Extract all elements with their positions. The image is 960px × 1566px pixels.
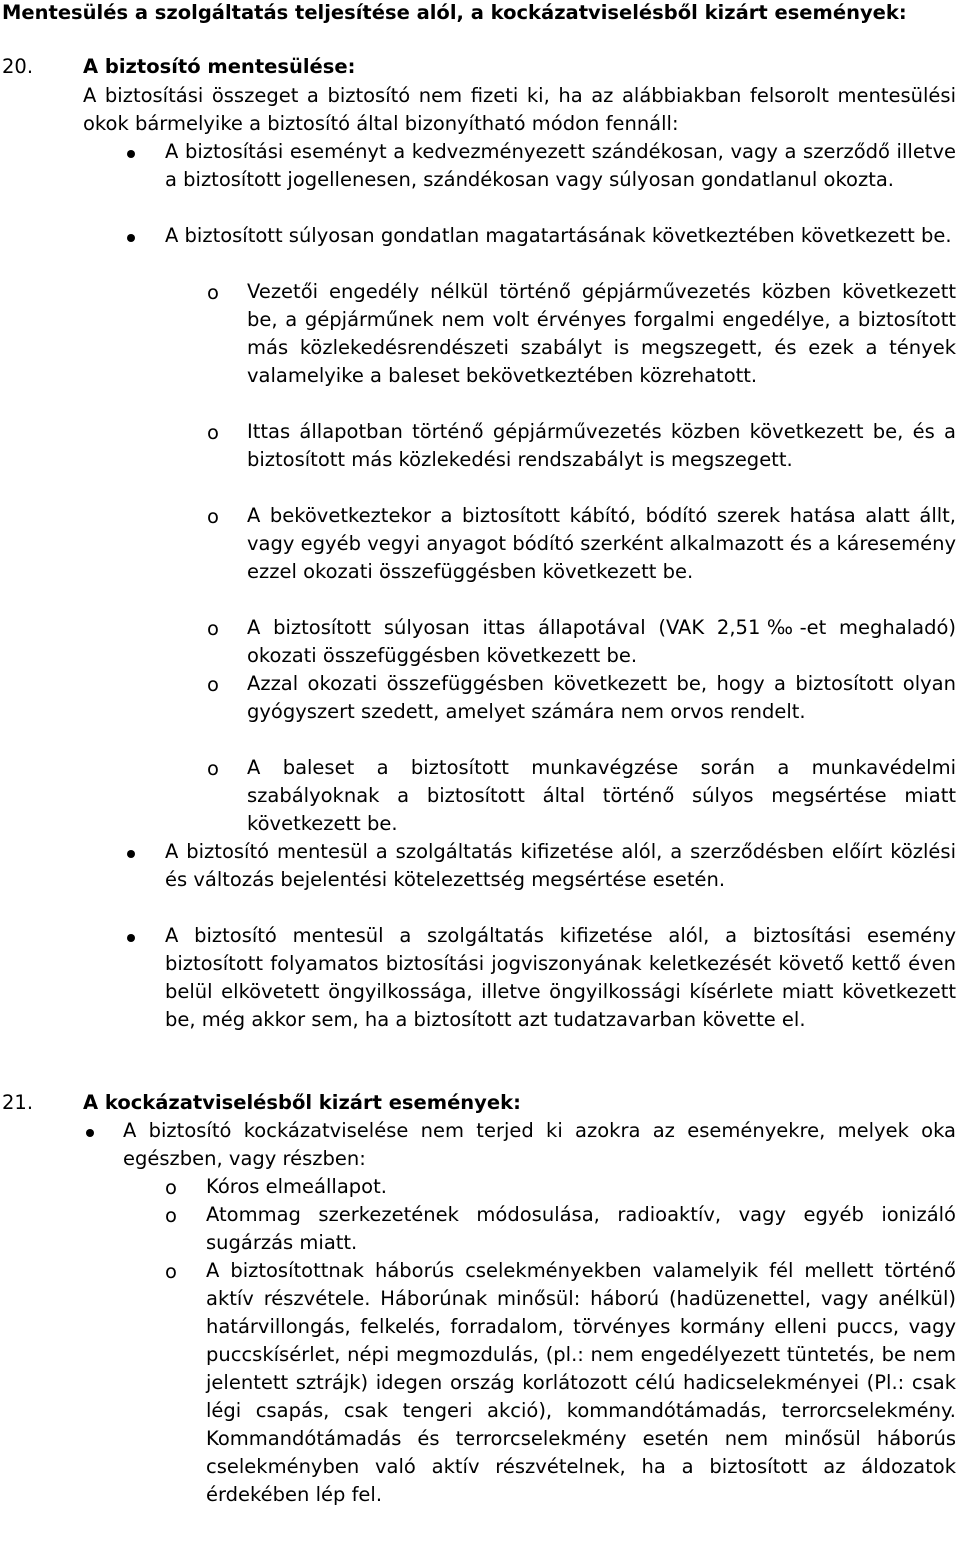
bullet-dot: [127, 934, 135, 942]
section-20-sub-item-6: A baleset a biztosított munkavégzése során a munkavédelmi szabályoknak a biztosított által történő súlyos megsértése miatt következett be.: [247, 756, 956, 835]
section-20-sub-item-5: Azzal okozati összefüggésben következett be, hogy a biztosított olyan gyógyszert szedett, amelyet számára nem orvos rendelt.: [247, 672, 956, 723]
sub-bullet-marker: o: [207, 281, 219, 304]
bullet-dot: [127, 234, 135, 242]
sub-bullet-marker: o: [207, 673, 219, 696]
sub-bullet-marker: o: [165, 1260, 177, 1283]
section-20-bullet-3: A biztosító mentesül a szolgáltatás kifizetése alól, a szerződésben előírt közlési és változás bejelentési kötelezettség megsértése esetén.: [165, 840, 956, 891]
section-20-sub-item-1: Vezetői engedély nélkül történő gépjárművezetés közben következett be, a gépjárműnek nem volt érvényes forgalmi engedélye, a biztosított más közlekedésrendészeti szabályt is megszegett, és ezek a tények valamelyike a baleset bekövetkeztében közrehatott.: [247, 280, 956, 387]
sub-bullet-marker: o: [165, 1176, 177, 1199]
sub-bullet-marker: o: [165, 1204, 177, 1227]
section-21-bullet: A biztosító kockázatviselése nem terjed ki azokra az eseményekre, melyek oka egészben, vagy részben:: [123, 1119, 956, 1170]
section-20-bullet-2: A biztosított súlyosan gondatlan magatartásának következtében következett be.: [165, 224, 952, 247]
section-21-number: 21.: [2, 1091, 34, 1114]
bullet-dot: [127, 150, 135, 158]
section-20-bullet-1: A biztosítási eseményt a kedvezményezett szándékosan, vagy a szerződő illetve a biztosított jogellenesen, szándékosan vagy súlyosan gondatlanul okozta.: [165, 140, 956, 191]
sub-bullet-marker: o: [207, 757, 219, 780]
section-20-sub-item-4: A biztosított súlyosan ittas állapotával (VAK 2,51‰-et meghaladó) okozati összefüggésben következett be.: [247, 616, 956, 667]
page-heading: Mentesülés a szolgáltatás teljesítése alól, a kockázatviselésből kizárt események:: [2, 1, 907, 24]
bullet-dot: [86, 1129, 94, 1137]
bullet-dot: [127, 850, 135, 858]
section-21-title: A kockázatviselésből kizárt események:: [83, 1091, 521, 1114]
section-20-number: 20.: [2, 55, 34, 78]
section-21-sub-item-3: A biztosítottnak háborús cselekményekben valamelyik fél mellett történő aktív részvétele. Háborúnak minősül: háború (hadüzenettel, vagy anélkül) határvillongás, felkelés, forradalom, törvényes kormány elleni puccs, vagy puccskísérlet, népi megmozdulás, (pl.: nem engedélyezett tüntetés, be nem jelentett sztrájk) idegen ország korlátozott célú hadicselekményei (Pl.: csak légi csapás, csak tengeri akció), kommandótámadás, terrorcselekmény. Kommandótámadás és terrorcselekmény esetén nem minősül háborús cselekményben való aktív részvételnek, ha a biztosított az áldozatok érdekében lép fel.: [206, 1259, 956, 1506]
section-20-title: A biztosító mentesülése:: [83, 55, 356, 78]
section-20-intro: A biztosítási összeget a biztosító nem fizeti ki, ha az alábbiakban felsorolt mentesülési okok bármelyike a biztosító által bizonyítható módon fennáll:: [83, 84, 956, 135]
section-21-sub-item-2: Atommag szerkezetének módosulása, radioaktív, vagy egyéb ionizáló sugárzás miatt.: [206, 1203, 956, 1254]
sub-bullet-marker: o: [207, 505, 219, 528]
section-20-bullet-4: A biztosító mentesül a szolgáltatás kifizetése alól, a biztosítási esemény biztosított folyamatos biztosítási jogviszonyának keletkezését követő kettő éven belül elkövetett öngyilkossága, illetve öngyilkossági kísérlete miatt következett be, még akkor sem, ha a biztosított azt tudatzavarban követte el.: [165, 924, 956, 1031]
section-21-sub-item-1: Kóros elmeállapot.: [206, 1175, 387, 1198]
section-20-sub-item-3: A bekövetkeztekor a biztosított kábító, bódító szerek hatása alatt állt, vagy egyéb vegyi anyagot bódító szerként alkalmazott és a káresemény ezzel okozati összefüggésben következett be.: [247, 504, 956, 583]
sub-bullet-marker: o: [207, 421, 219, 444]
sub-bullet-marker: o: [207, 617, 219, 640]
section-20-sub-item-2: Ittas állapotban történő gépjárművezetés közben következett be, és a biztosított más közlekedési rendszabályt is megszegett.: [247, 420, 956, 471]
